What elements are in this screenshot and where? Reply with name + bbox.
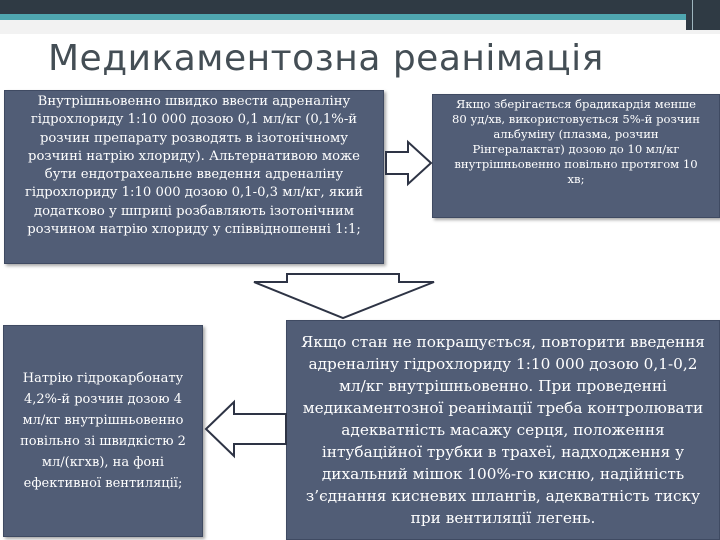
bicarbonate-text: Натрію гідрокарбонату 4,2%-й розчин дозою 4 мл/кг внутрішньовенно повільно зі швидкістю 2 мл/(кгхв), на фоні ефективної вентиляції;: [20, 371, 186, 491]
adrenaline-dosage-box: [4, 90, 384, 264]
bicarbonate-box: [3, 325, 203, 537]
slide-title: Медикаментозна реанімація: [48, 38, 604, 79]
header-divider: [692, 0, 693, 30]
bradycardia-box: [432, 94, 720, 218]
header-teal-bar: [0, 14, 686, 20]
repeat-adrenaline-text: Якщо стан не покращується, повторити введення адреналіну гідрохлориду 1:10 000 дозою 0,1-0,2 мл/кг внутрішньовенно. При проведенні медикаментозної реанімації треба контролювати адекватність масажу серця, положення інтубаційної трубки в трахеї, надходження у дихальний мішок 100%-го кисню, надійність з’єднання кисневих шлангів, адекватність тиску при вентиляції легень.: [301, 333, 705, 527]
arrow-left-icon: [204, 400, 288, 458]
arrow-down-icon: [251, 272, 437, 320]
arrow-left-shape: [206, 402, 286, 456]
arrow-right-shape: [386, 142, 431, 184]
arrow-right-icon: [384, 140, 434, 186]
arrow-down-shape: [254, 274, 434, 318]
bradycardia-text: Якщо зберігається брадикардія менше 80 уд/хв, використовується 5%-й розчин альбуміну (плазма, розчин Рінгералактат) дозою до 10 мл/кг внутрішньовенно повільно протягом 10 хв;: [452, 97, 700, 186]
adrenaline-dosage-text: Внутрішньовенно швидко ввести адреналіну гідрохлориду 1:10 000 дозою 0,1 мл/кг (0,1%-й розчин препарату розводять в ізотонічному розчині натрію хлориду). Альтернативою може бути ендотрахеальне введення адреналіну гідрохлориду 1:10 000 дозою 0,1-0,3 мл/кг, який додатково у шприці розбавляють ізотонічним розчином натрію хлориду у співвідношенні 1:1;: [24, 94, 364, 238]
repeat-adrenaline-box: [286, 320, 720, 540]
header-dark-bar: [0, 0, 720, 14]
